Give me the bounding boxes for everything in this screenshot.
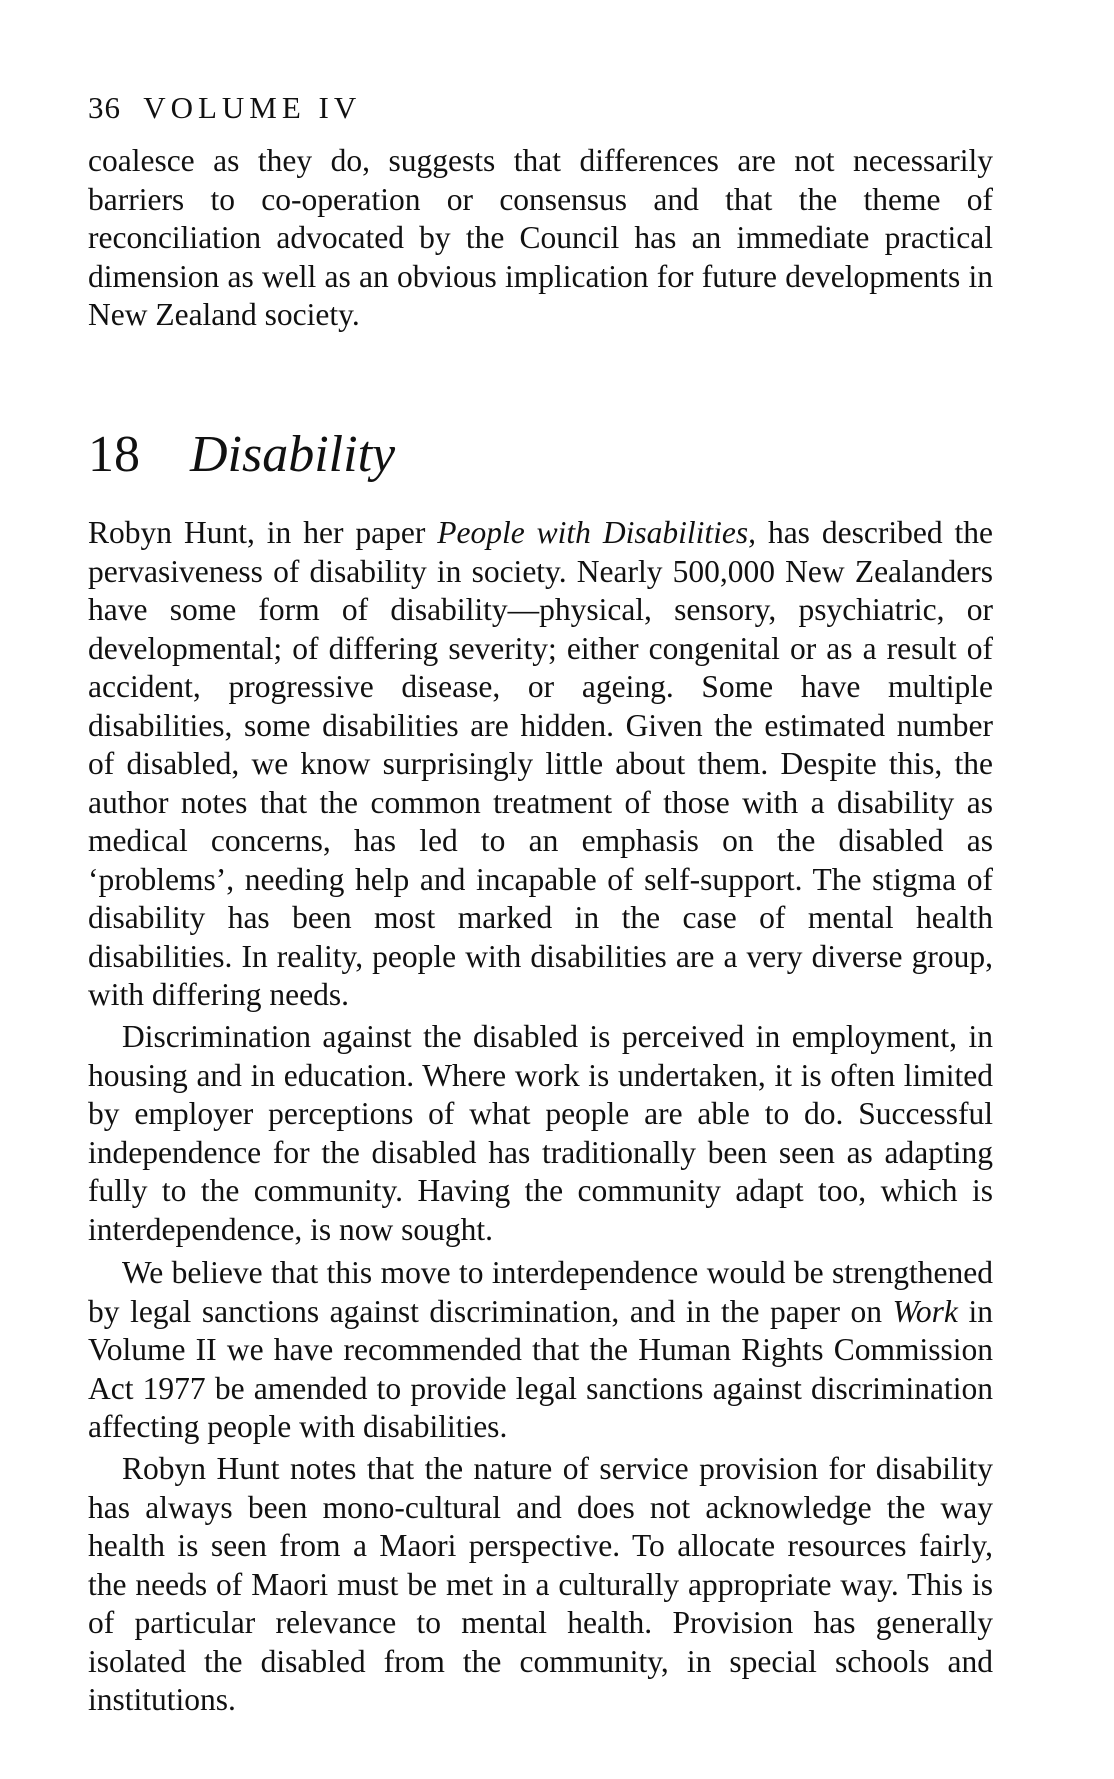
running-head <box>88 90 361 126</box>
paragraph-service-provision: Robyn Hunt notes that the nature of service provision for disability has always been mono-cultural and does not acknowledge the way health is seen from a Maori perspective. To allocate resources fairly, the needs of Maori must be met in a culturally appropriate way. This is of particular relevance to mental health. Provision has generally isolated the disabled from the community, in special schools and institutions. <box>88 1451 993 1717</box>
paragraph-text: We believe that this move to interdependence would be strengthened by legal sanctions against discrimination, and in the paper on <box>88 1255 993 1329</box>
volume-label: VOLUME IV <box>143 90 362 125</box>
paper-title: People with Disabilities, <box>437 515 756 550</box>
section-title: Disability <box>190 426 396 483</box>
paragraph-text: has described the pervasiveness of disability in society. Nearly 500,000 New Zealanders have some form of disability—physical, sensory, psychiatric, or developmental; of differing severity; either congenital or as a result of accident, progressive disease, or ageing. Some have multiple disabilities, some disabilities are hidden. Given the estimated number of disabled, we know surprisingly little about them. Despite this, the author notes that the common treatment of those with a disability as medical concerns, has led to an emphasis on the disabled as ‘problems’, needing help and incapable of self-support. The stigma of disability has been most marked in the case of mental health disabilities. In reality, people with disabilities are a very diverse group, with differing needs. <box>88 515 993 1012</box>
paragraph-text: in Volume II we have recommended that the Human Rights Commission Act 1977 be amended to provide legal sanctions against discrimination affecting people with disabilities. <box>88 1293 993 1444</box>
paragraph-text: Robyn Hunt, in her paper <box>88 515 438 550</box>
section-number: 18 <box>88 426 140 483</box>
page-number: 36 <box>88 90 121 125</box>
paper-title: Work <box>892 1293 958 1329</box>
section-heading <box>88 425 395 484</box>
paragraph-hunt-paper <box>88 514 993 1015</box>
paragraph-discrimination: Discrimination against the disabled is perceived in employment, in housing and in education. Where work is undertaken, it is often limited by employer perceptions of what people are able to do. Successful independence for the disabled has traditionally been seen as adapting fully to the community. Having the community adapt too, which is interdependence, is now sought. <box>88 1019 993 1247</box>
continued-paragraph: coalesce as they do, suggests that differences are not necessarily barriers to co-operation or consensus and that the theme of reconciliation advocated by the Council has an immediate practical dimension as well as an obvious implication for future developments in New Zealand society. <box>88 143 993 332</box>
paragraph-interdependence <box>88 1254 993 1447</box>
